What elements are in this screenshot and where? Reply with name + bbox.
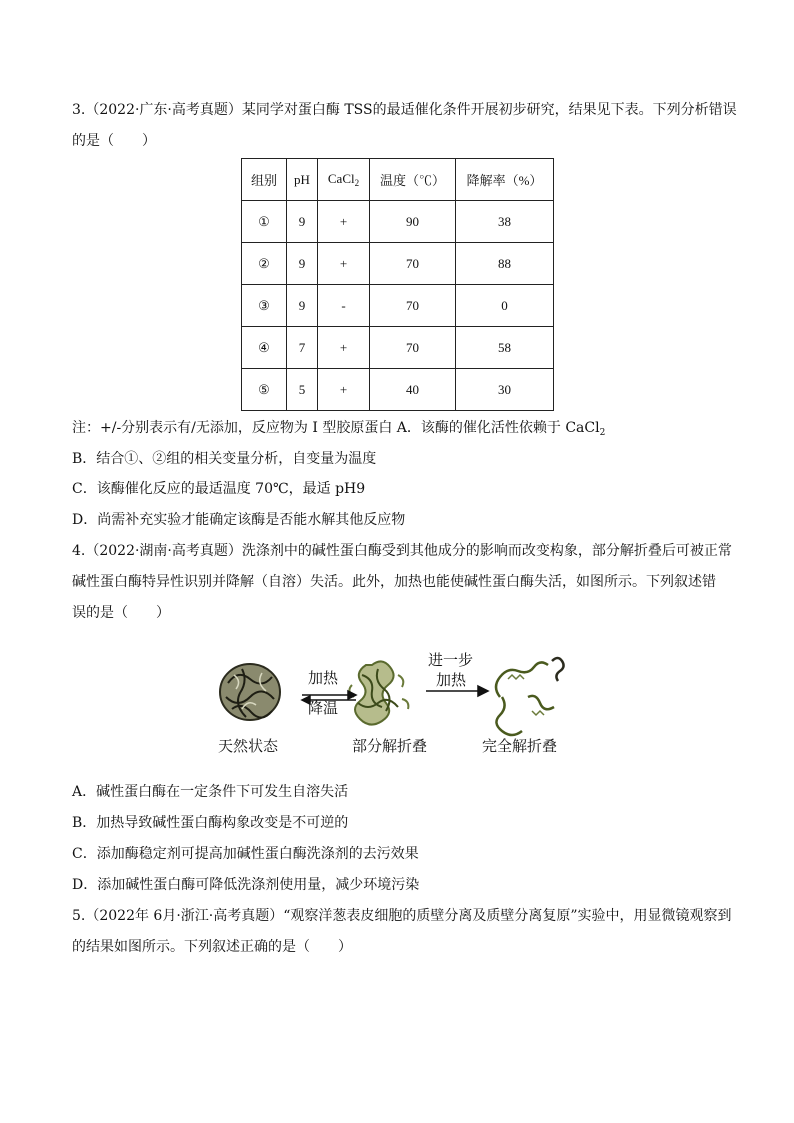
q4-option-d: D．添加碱性蛋白酶可降低洗涤剂使用量，减少环境污染	[72, 877, 420, 893]
table-cell: 70	[370, 243, 456, 285]
table-header-cell: 温度（℃）	[370, 159, 456, 201]
table-cell: +	[318, 243, 370, 285]
q5-stem-line2: 的结果如图所示。下列叙述正确的是（ ）	[72, 939, 352, 955]
protein-unfolding-figure	[212, 645, 572, 760]
q4-option-a: A．碱性蛋白酶在一定条件下可发生自溶失活	[72, 784, 349, 800]
table-header-cell: 组别	[242, 159, 287, 201]
table-cell: 7	[287, 327, 318, 369]
q3-note-text: 注：+/-分别表示有/无添加，反应物为 I 型胶原蛋白 A．该酶的催化活性依赖于 CaCl	[72, 420, 600, 436]
table-row	[242, 369, 554, 411]
q3-option-c: C．该酶催化反应的最适温度 70℃，最适 pH9	[72, 481, 366, 497]
table-cell: 30	[456, 369, 554, 411]
q3-data-table	[241, 158, 554, 411]
q4-option-c: C．添加酶稳定剂可提高加碱性蛋白酶洗涤剂的去污效果	[72, 846, 419, 862]
heating-label: 加热	[308, 669, 339, 687]
table-cell: 38	[456, 201, 554, 243]
table-cell: ⑤	[242, 369, 287, 411]
table-cell: ②	[242, 243, 287, 285]
table-cell: -	[318, 285, 370, 327]
q3-note-subscript: 2	[599, 428, 606, 438]
table-cell: 0	[456, 285, 554, 327]
table-cell: 58	[456, 327, 554, 369]
q4-stem-line2: 碱性蛋白酶特异性识别并降解（自溶）失活。此外，加热也能使碱性蛋白酶失活，如图所示。下列叙述错	[72, 574, 716, 590]
table-cell: 5	[287, 369, 318, 411]
q4-stem-line3: 误的是（ ）	[72, 605, 170, 621]
table-cell: 70	[370, 327, 456, 369]
further-heating-label: 加热	[436, 671, 467, 689]
table-cell: +	[318, 327, 370, 369]
table-header-cell: 降解率（%）	[456, 159, 554, 201]
fully-unfolded-protein-image	[496, 658, 564, 735]
table-cell: +	[318, 201, 370, 243]
cacl-label: CaCl	[327, 171, 355, 186]
table-cell: 88	[456, 243, 554, 285]
cacl-subscript: 2	[354, 178, 360, 188]
table-header-cell: pH	[287, 159, 318, 201]
table-cell: ①	[242, 201, 287, 243]
table-row	[242, 201, 554, 243]
cooling-label: 降温	[308, 699, 339, 717]
table-cell: ③	[242, 285, 287, 327]
table-header-cell	[318, 159, 370, 201]
table-cell: 9	[287, 201, 318, 243]
table-cell: 90	[370, 201, 456, 243]
partial-unfolded-protein-image	[349, 661, 408, 724]
table-header-row	[242, 159, 554, 201]
table-cell: 9	[287, 285, 318, 327]
further-label: 进一步	[428, 651, 474, 669]
q4-option-b: B．加热导致碱性蛋白酶构象改变是不可逆的	[72, 815, 349, 831]
table-row	[242, 243, 554, 285]
q3-stem-line1: 3.（2022·广东·高考真题）某同学对蛋白酶 TSS的最适催化条件开展初步研究，结果见下表。下列分析错误	[72, 102, 737, 118]
q5-stem-line1: 5.（2022年 6月·浙江·高考真题）“观察洋葱表皮细胞的质壁分离及质壁分离复原”实验中，用显微镜观察到	[72, 908, 732, 924]
full-unfolding-label: 完全解折叠	[482, 737, 558, 755]
q3-note	[72, 418, 605, 443]
table-cell: 40	[370, 369, 456, 411]
q4-stem-line1: 4.（2022·湖南·高考真题）洗涤剂中的碱性蛋白酶受到其他成分的影响而改变构象，部分解折叠后可被正常	[72, 543, 732, 559]
native-state-label: 天然状态	[218, 737, 279, 755]
native-protein-image	[220, 664, 280, 720]
table-row	[242, 327, 554, 369]
q3-stem-line2: 的是（ ）	[72, 133, 156, 149]
table-row	[242, 285, 554, 327]
q3-option-b: B．结合①、②组的相关变量分析，自变量为温度	[72, 451, 377, 467]
q3-option-d: D．尚需补充实验才能确定该酶是否能水解其他反应物	[72, 512, 406, 528]
partial-unfolding-label: 部分解折叠	[352, 737, 428, 755]
table-cell: 70	[370, 285, 456, 327]
table-cell: +	[318, 369, 370, 411]
table-cell: ④	[242, 327, 287, 369]
table-cell: 9	[287, 243, 318, 285]
